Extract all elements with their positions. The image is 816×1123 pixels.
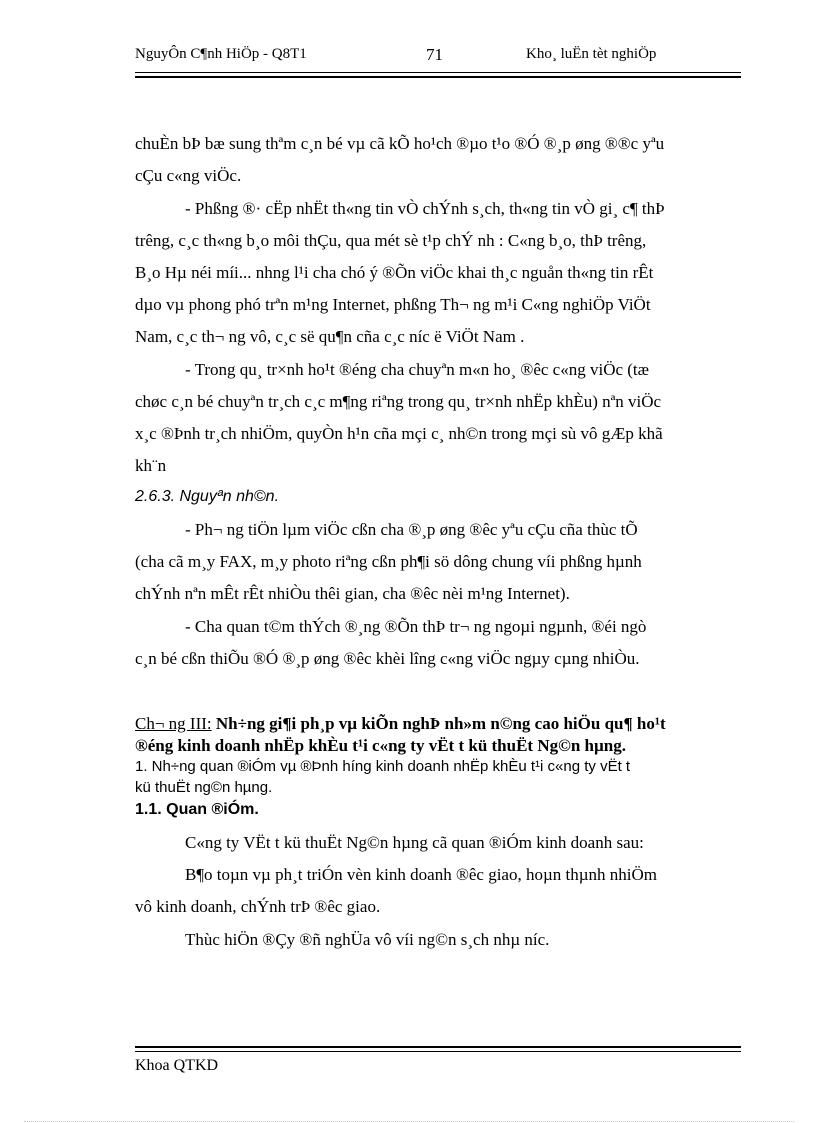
text-line: chøc c¸n bé chuyªn tr¸ch c¸c m¶ng riªng trong qu¸ tr×nh nhËp khÈu) nªn viÖc <box>135 392 662 411</box>
chapter-heading <box>135 714 739 734</box>
paragraph-8: Thùc hiÖn ®Çy ®ñ nghÜa vô víi ng©n s¸ch nhµ níc. <box>185 930 550 949</box>
text-line: c¸n bé cßn thiÕu ®Ó ®¸p øng ®êc khèi lîng c«ng viÖc ngµy cµng nhiÒu. <box>135 649 640 668</box>
section-heading-263: 2.6.3. Nguyªn nh©n. <box>135 488 280 505</box>
text-line: x¸c ®Þnh tr¸ch nhiÖm, quyÒn h¹n cña mçi c¸ nh©n trong mçi sù vô gÆp khã <box>135 424 663 443</box>
text-line: - Trong qu¸ tr×nh ho¹t ®éng cha chuyªn m«n ho¸ ®êc c«ng viÖc (tæ <box>185 360 649 379</box>
footer-rule-thick <box>135 1046 741 1048</box>
text-line: trêng, c¸c th«ng b¸o môi thÇu, qua mét sè t¹p chÝ nh : C«ng b¸o, thÞ trêng, <box>135 231 647 250</box>
paragraph-1 <box>135 134 739 194</box>
text-line: dµo vµ phong phó trªn m¹ng Internet, phßng Th¬ ng m¹i C«ng nghiÖp ViÖt <box>135 295 651 314</box>
header-rule-thin <box>135 76 741 78</box>
subsection-1-1-heading: 1.1. Quan ®iÓm. <box>135 801 259 818</box>
text-line: - Ph¬ ng tiÖn lµm viÖc cßn cha ®¸p øng ®êc yªu cÇu cña thùc tÕ <box>185 520 638 539</box>
chapter-label: Ch¬ ng III: <box>135 714 212 733</box>
header-rule-thick <box>135 72 741 73</box>
page-number: 71 <box>426 45 443 64</box>
text-line: - Cha quan t©m thÝch ®¸ng ®Õn thÞ tr¬ ng ngoµi ngµnh, ®éi ngò <box>185 617 647 636</box>
chapter-title-line2: ®éng kinh doanh nhËp khÈu t¹i c«ng ty vËt t kü thuËt Ng©n hµng. <box>135 736 626 755</box>
paragraph-5 <box>135 617 739 679</box>
text-line: Nam, c¸c th¬ ng vô, c¸c së qu¶n cña c¸c níc ë ViÖt Nam . <box>135 327 525 346</box>
footer-rule-thin <box>135 1051 741 1052</box>
header-author: NguyÔn C¶nh HiÖp - Q8T1 <box>135 46 307 62</box>
paragraph-7 <box>135 865 739 927</box>
text-line: vô kinh doanh, chÝnh trÞ ®êc giao. <box>135 897 381 916</box>
subsection-1-line1: 1. Nh÷ng quan ®iÓm vµ ®Þnh híng kinh doanh nhËp khÈu t¹i c«ng ty vËt t <box>135 758 631 775</box>
text-line: kh¨n <box>135 456 167 475</box>
page-edge-divider <box>24 1121 794 1122</box>
paragraph-6: C«ng ty VËt t kü thuËt Ng©n hµng cã quan ®iÓm kinh doanh sau: <box>185 833 644 852</box>
text-line: - Phßng ®· cËp nhËt th«ng tin vÒ chÝnh s¸ch, th«ng tin vÒ gi¸ c¶ thÞ <box>185 199 665 218</box>
paragraph-3 <box>135 360 739 485</box>
text-line: B¸o Hµ néi míi... nhng l¹i cha chó ý ®Õn viÖc khai th¸c nguån th«ng tin rÊt <box>135 263 654 282</box>
text-line: (cha cã m¸y FAX, m¸y photo riªng cßn ph¶i sö dông chung víi phßng hµnh <box>135 552 642 571</box>
footer-text: Khoa QTKD <box>135 1057 219 1074</box>
subsection-1-line2: kü thuËt ng©n hµng. <box>135 779 273 796</box>
header-doc-title: Kho¸ luËn tèt nghiÖp <box>526 46 657 62</box>
text-line: chÝnh nªn mÊt rÊt nhiÒu thêi gian, cha ®êc nèi m¹ng Internet). <box>135 584 570 603</box>
text-line: B¶o toµn vµ ph¸t triÓn vèn kinh doanh ®êc giao, hoµn thµnh nhiÖm <box>185 865 657 884</box>
paragraph-4 <box>135 520 739 615</box>
chapter-title-line1: Nh÷ng gi¶i ph¸p vµ kiÕn nghÞ nh»m n©ng cao hiÖu qu¶ ho¹t <box>215 714 666 733</box>
text-line: cÇu c«ng viÖc. <box>135 166 242 185</box>
paragraph-2 <box>135 199 739 359</box>
text-line: chuÈn bÞ bæ sung thªm c¸n bé vµ cã kÕ ho¹ch ®µo t¹o ®Ó ®¸p øng ®®c yªu <box>135 134 665 153</box>
